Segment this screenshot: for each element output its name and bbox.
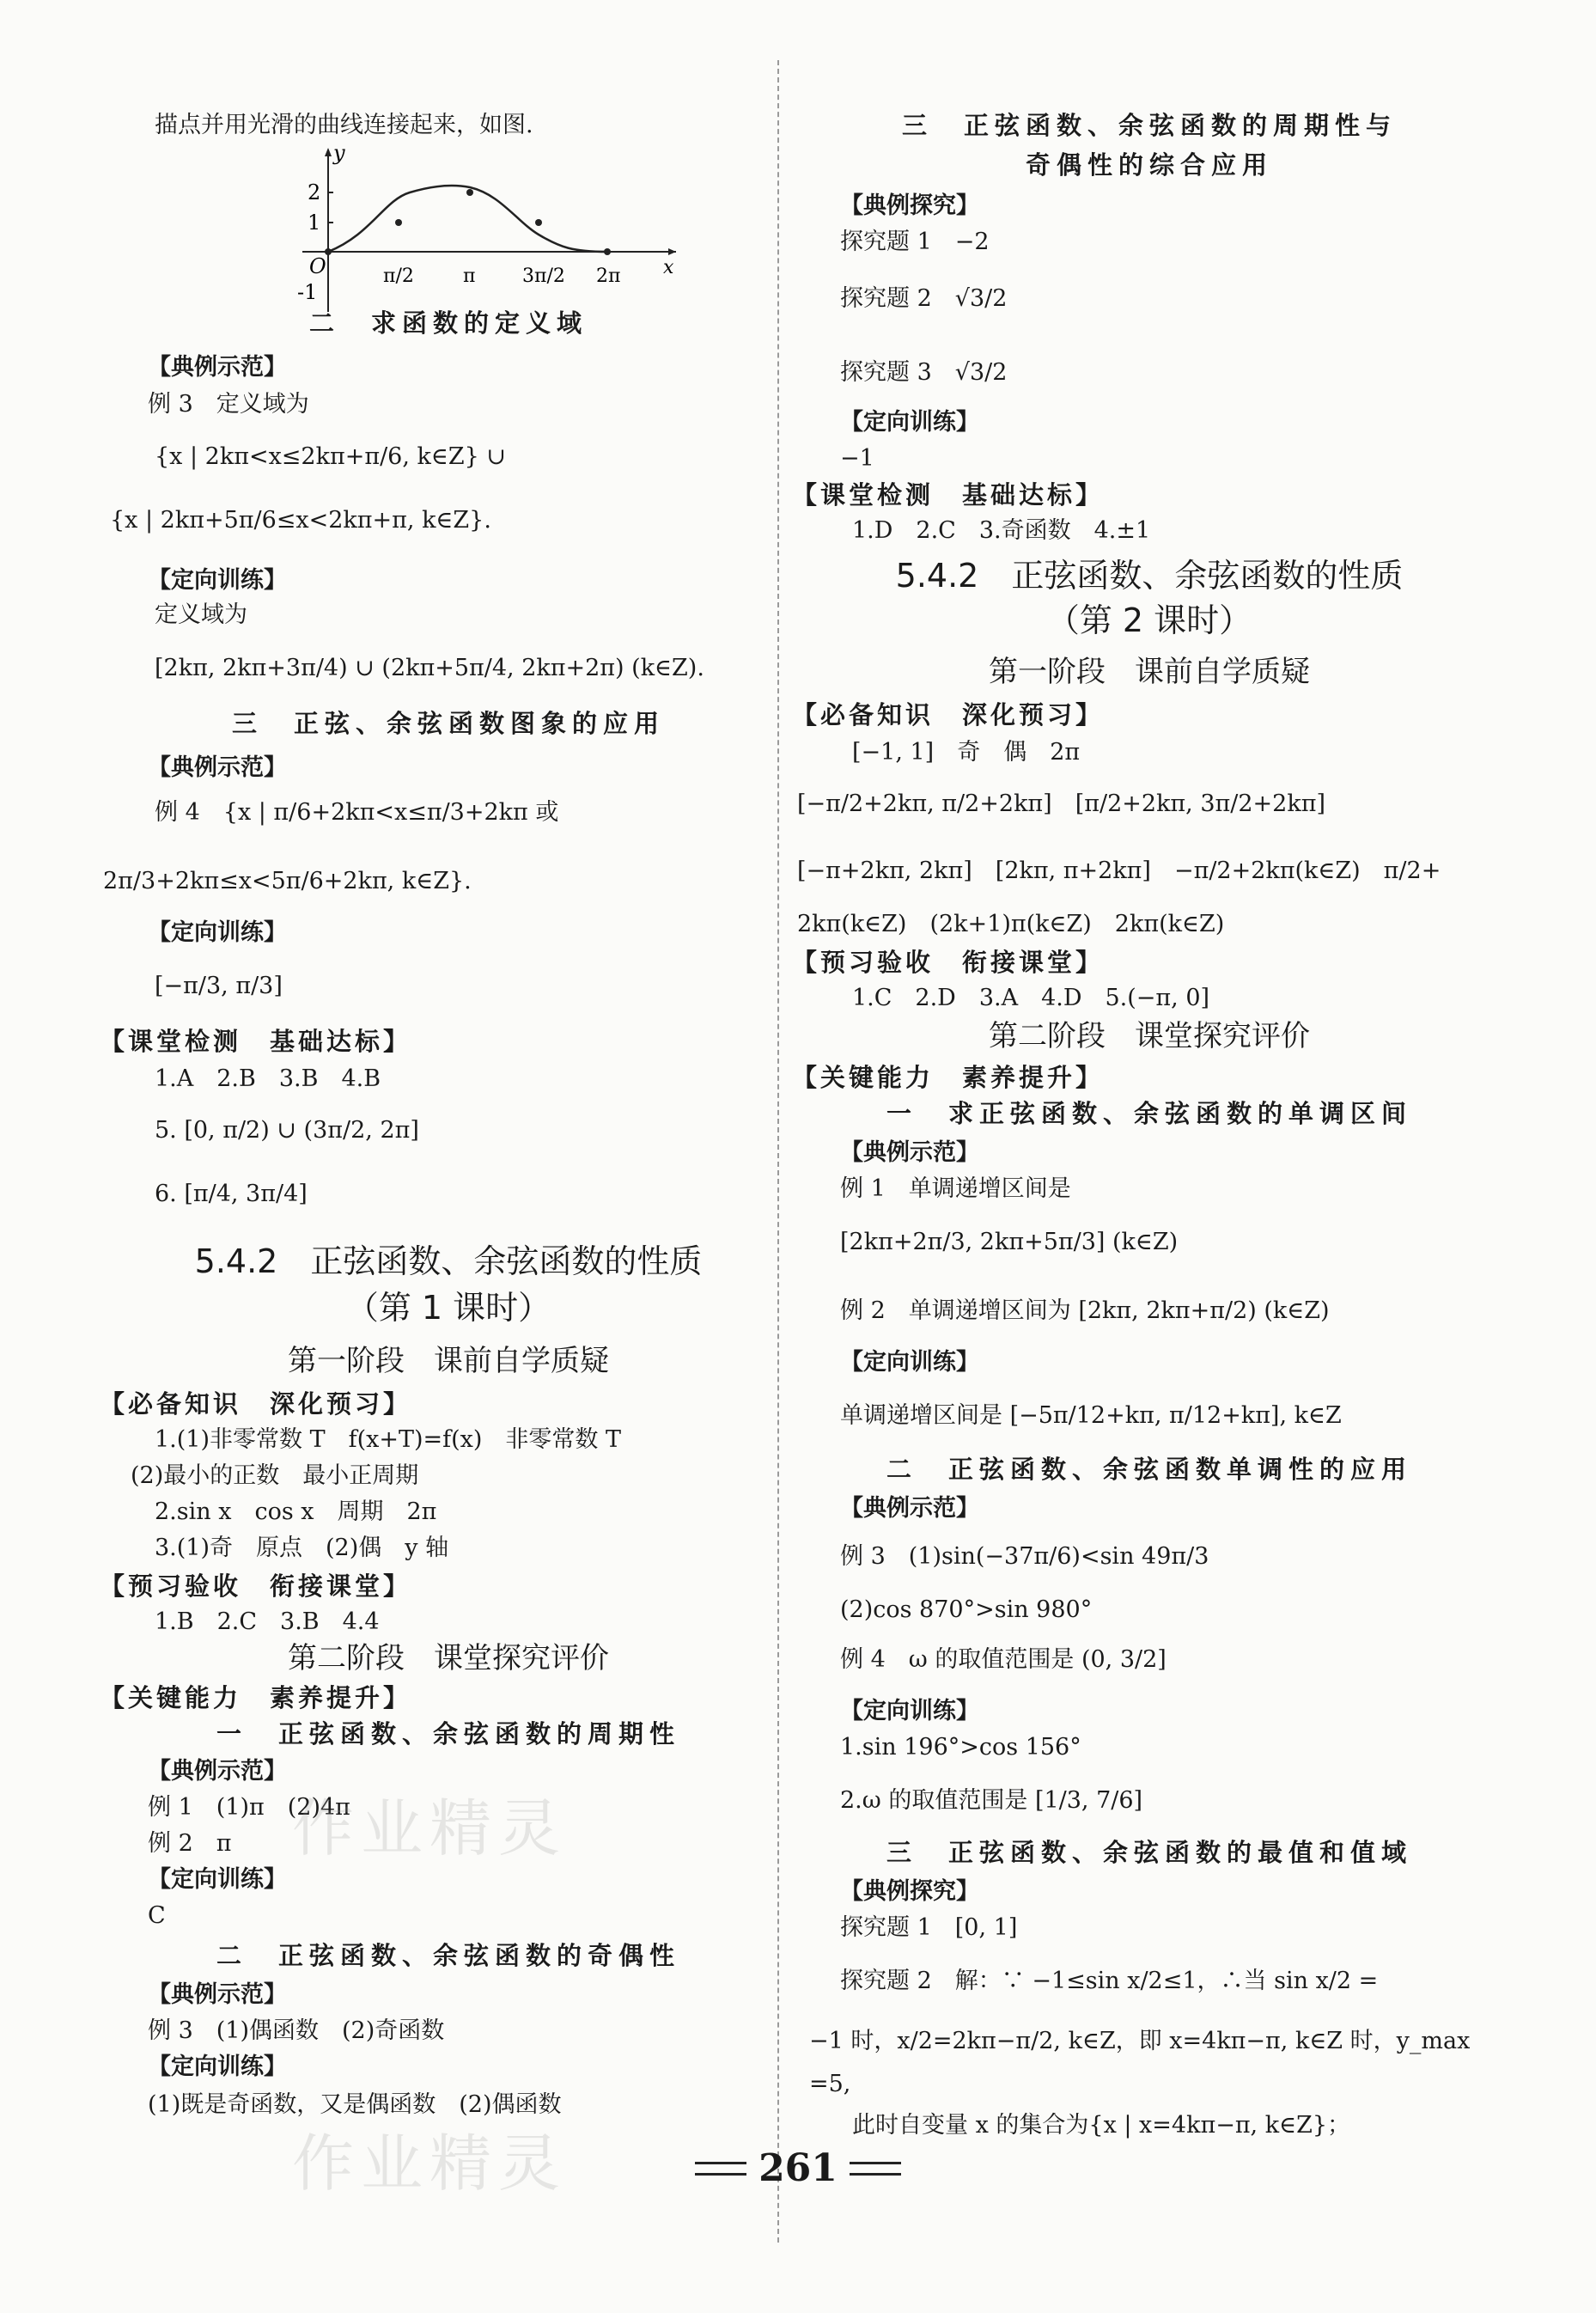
tag-label: 【典例示范】 (840, 1495, 979, 1522)
answer-line: 1.A 2.B 3.B 4.B (155, 1065, 381, 1092)
section-heading: 一 正弦函数、余弦函数的周期性 (216, 1719, 680, 1748)
text-line: 定义域为 (155, 601, 247, 628)
tag-label: 【典例探究】 (840, 192, 979, 219)
stage-heading: 第二阶段 课堂探究评价 (989, 1019, 1310, 1053)
tag-label: 【定向训练】 (840, 1349, 979, 1376)
y-tick: 2 (308, 180, 321, 204)
stage-heading: 第一阶段 课前自学质疑 (288, 1344, 609, 1378)
y-tick: 1 (308, 211, 321, 235)
section-heading: 三 正弦函数、余弦函数的周期性与 (901, 111, 1397, 140)
formula-line: 2π/3+2kπ≤x<5π/6+2kπ, k∈Z}. (103, 868, 472, 894)
text-line: −1 (840, 445, 874, 472)
page-number (0, 2146, 1596, 2190)
stage-heading: 第一阶段 课前自学质疑 (989, 655, 1310, 689)
lesson-title: 5.4.2 正弦函数、余弦函数的性质 (194, 1242, 703, 1280)
page-number-text: 261 (758, 2146, 838, 2190)
tag-label: 【必备知识 深化预习】 (100, 1389, 412, 1419)
answer-line: 1.sin 196°>cos 156° (840, 1734, 1081, 1761)
tag-label: 【课堂检测 基础达标】 (100, 1027, 412, 1056)
stage-heading: 第二阶段 课堂探究评价 (288, 1641, 609, 1675)
answer-line: 6. [π/4, 3π/4] (155, 1181, 308, 1207)
tag-label: 【典例示范】 (840, 1139, 979, 1166)
text-line: 3.(1)奇 原点 (2)偶 y 轴 (155, 1535, 449, 1561)
answer-line: 1.D 2.C 3.奇函数 4.±1 (852, 517, 1151, 544)
section-heading: 奇偶性的综合应用 (1025, 150, 1273, 180)
formula-line: 例 3 (1)sin(−37π/6)<sin 49π/3 (840, 1543, 1209, 1570)
text-line: 探究题 3 √3/2 (840, 359, 1008, 386)
tag-label: 【必备知识 深化预习】 (792, 700, 1105, 729)
formula-line: 例 4 ω 的取值范围是 (0, 3/2] (840, 1646, 1167, 1673)
x-tick: π (463, 265, 476, 287)
section-heading: 二 正弦函数、余弦函数单调性的应用 (886, 1455, 1412, 1484)
text-line: 例 1 (1)π (2)4π (148, 1794, 350, 1821)
text-line: −1 时，x/2=2kπ−π/2, k∈Z，即 x=4kπ−π, k∈Z 时，y_max (809, 2028, 1471, 2054)
formula-line: (2)cos 870°>sin 980° (840, 1596, 1093, 1623)
formula-line: [−π/3, π/3] (155, 973, 283, 999)
text-line: 例 3 定义域为 (148, 391, 309, 418)
x-tick: 3π/2 (522, 265, 565, 287)
text-line: [−1, 1] 奇 偶 2π (852, 739, 1081, 766)
tag-label: 【关键能力 素养提升】 (100, 1683, 412, 1712)
x-tick: 2π (596, 265, 621, 287)
formula-line: 例 2 单调递增区间为 [2kπ, 2kπ+π/2) (k∈Z) (840, 1297, 1330, 1324)
text-line: C (148, 1902, 166, 1929)
tag-label: 【预习验收 衔接课堂】 (100, 1571, 412, 1601)
text-line: 描点并用光滑的曲线连接起来，如图. (155, 112, 533, 138)
tag-label: 【典例示范】 (148, 754, 287, 781)
tag-label: 【定向训练】 (148, 567, 287, 594)
lesson-subtitle: （第 2 课时） (1046, 601, 1252, 639)
lesson-title: 5.4.2 正弦函数、余弦函数的性质 (895, 557, 1404, 595)
answer-line: 2.ω 的取值范围是 [1/3, 7/6] (840, 1787, 1143, 1814)
column-divider (777, 60, 779, 2243)
lesson-subtitle: （第 1 课时） (345, 1289, 551, 1327)
tag-label: 【典例示范】 (148, 1981, 287, 2008)
formula-line: [2kπ, 2kπ+3π/4) ∪ (2kπ+5π/4, 2kπ+2π) (k∈Z). (155, 655, 704, 681)
page-number-decor (850, 2162, 901, 2176)
section-heading: 二 求函数的定义域 (308, 308, 588, 338)
formula-line: 单调递增区间是 [−5π/12+kπ, π/12+kπ], k∈Z (840, 1402, 1342, 1429)
formula-line: 例 4 {x | π/6+2kπ<x≤π/3+2kπ 或 (155, 799, 559, 826)
tag-label: 【定向训练】 (840, 1698, 979, 1724)
x-tick: π/2 (383, 265, 414, 287)
answer-line: 1.C 2.D 3.A 4.D 5.(−π, 0] (852, 985, 1210, 1011)
tag-label: 【典例示范】 (148, 354, 287, 381)
tag-label: 【典例探究】 (840, 1878, 979, 1905)
text-line: (2)最小的正数 最小正周期 (131, 1462, 419, 1489)
tag-label: 【定向训练】 (148, 2054, 287, 2080)
origin-label: O (309, 254, 326, 278)
formula-line: [−π/2+2kπ, π/2+2kπ] [π/2+2kπ, 3π/2+2kπ] (797, 790, 1325, 817)
text-line: 此时自变量 x 的集合为{x | x=4kπ−π, k∈Z}； (852, 2112, 1351, 2139)
section-heading: 三 正弦函数、余弦函数的最值和值域 (886, 1838, 1412, 1867)
text-line: 探究题 1 −2 (840, 229, 990, 255)
text-line: 2.sin x cos x 周期 2π (155, 1498, 437, 1525)
text-line: 例 2 π (148, 1830, 232, 1857)
watermark: 作业精灵 (292, 1792, 568, 1864)
section-heading: 二 正弦函数、余弦函数的奇偶性 (216, 1941, 680, 1970)
text-line: 探究题 2 √3/2 (840, 285, 1008, 312)
formula-line: [2kπ+2π/3, 2kπ+5π/3] (k∈Z) (840, 1229, 1179, 1255)
text-line: 1.(1)非零常数 T f(x+T)=f(x) 非零常数 T (155, 1426, 622, 1453)
text-line: (1)既是奇函数，又是偶函数 (2)偶函数 (148, 2091, 562, 2118)
answer-line: 5. [0, π/2) ∪ (3π/2, 2π] (155, 1117, 419, 1144)
y-axis-label: y (333, 144, 345, 165)
text-line: =5, (809, 2071, 851, 2097)
sine-graph (277, 144, 680, 316)
answer-line: 1.B 2.C 3.B 4.4 (155, 1608, 380, 1635)
watermark: 作业精灵 (292, 2127, 568, 2200)
formula-line: {x | 2kπ<x≤2kπ+π/6, k∈Z} ∪ (155, 443, 507, 470)
formula-line: {x | 2kπ+5π/6≤x<2kπ+π, k∈Z}. (110, 507, 491, 534)
tag-label: 【课堂检测 基础达标】 (792, 480, 1105, 510)
tag-label: 【预习验收 衔接课堂】 (792, 948, 1105, 977)
text-line: 例 3 (1)偶函数 (2)奇函数 (148, 2017, 445, 2044)
tag-label: 【定向训练】 (148, 919, 287, 946)
formula-line: [−π+2kπ, 2kπ] [2kπ, π+2kπ] −π/2+2kπ(k∈Z) π/2+ (797, 857, 1441, 884)
page-number-decor (695, 2162, 746, 2176)
x-axis-label: x (663, 257, 674, 278)
tag-label: 【定向训练】 (148, 1866, 287, 1893)
section-heading: 一 求正弦函数、余弦函数的单调区间 (886, 1099, 1412, 1128)
tag-label: 【关键能力 素养提升】 (792, 1063, 1105, 1092)
text-line: 例 1 单调递增区间是 (840, 1175, 1071, 1202)
text-line: 探究题 2 解：∵ −1≤sin x/2≤1，∴当 sin x/2 = (840, 1968, 1379, 1994)
y-tick: -1 (297, 280, 318, 304)
tag-label: 【定向训练】 (840, 409, 979, 436)
section-heading: 三 正弦、余弦函数图象的应用 (231, 709, 665, 738)
formula-line: 2kπ(k∈Z) (2k+1)π(k∈Z) 2kπ(k∈Z) (797, 911, 1225, 937)
text-line: 探究题 1 [0, 1] (840, 1914, 1018, 1941)
tag-label: 【典例示范】 (148, 1758, 287, 1785)
